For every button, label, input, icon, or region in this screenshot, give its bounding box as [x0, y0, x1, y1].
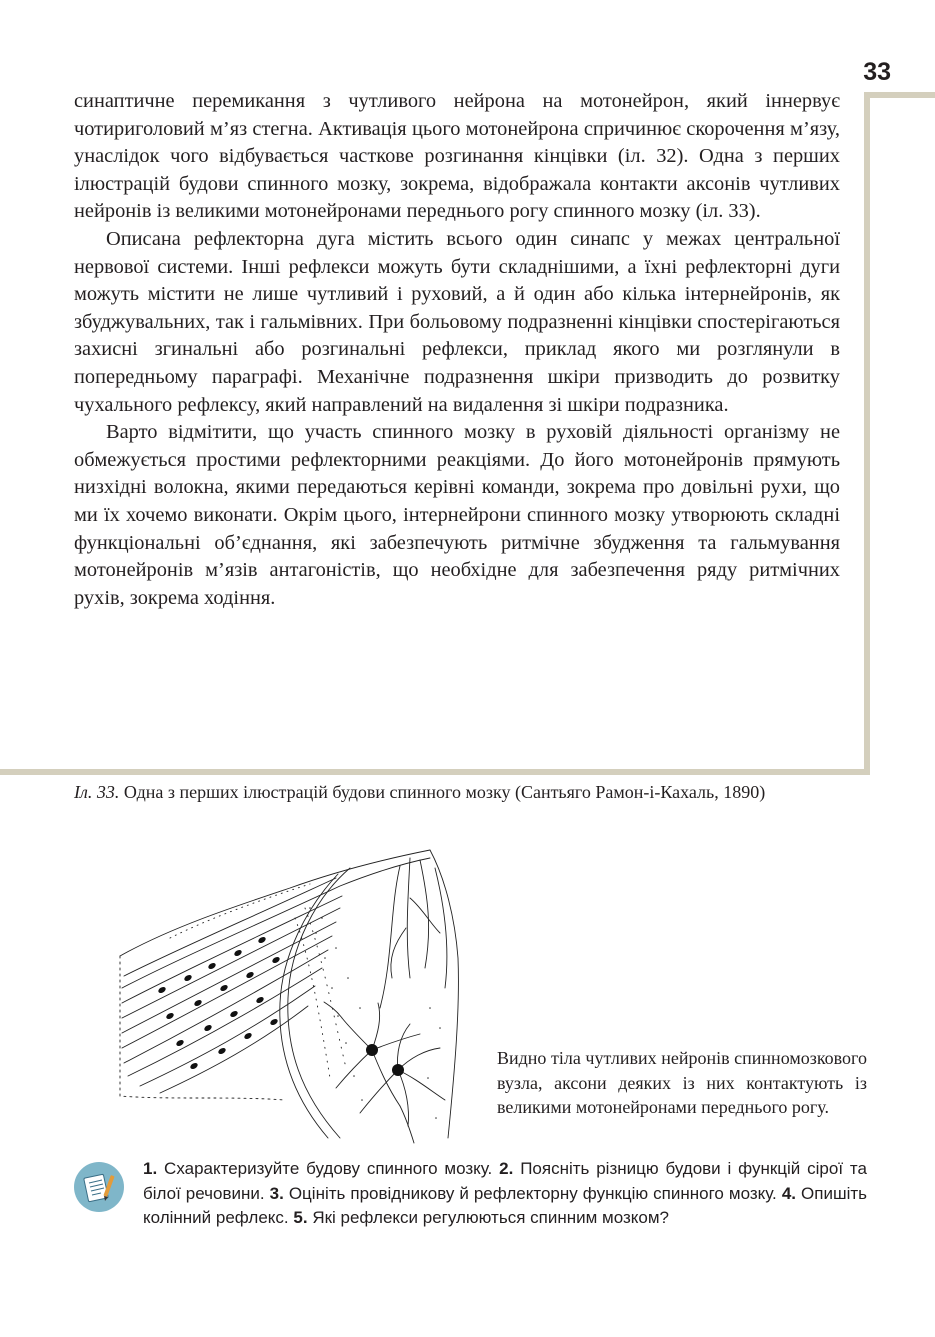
- frame-border-bottom: [0, 769, 870, 775]
- figure-caption: [74, 780, 866, 805]
- paragraph-2: Описана рефлекторна дуга містить всього один синапс у межах центральної нервової системи. Інші рефлекси можуть бути складнішими, а їхні рефлекторні дуги можуть містити не лише чутливий і руховий, а й один або кілька інтернейронів, як збуджувальних, так і гальмівних. При больовому подразненні кінцівки спостерігаються захисні згинальні або розгинальні рефлекси, приклад якого ми розглянули в попередньому параграфі. Механічне подразнення шкіри призводить до розвитку чухального рефлексу, який направлений на видалення зі шкіри подразника.: [74, 227, 840, 416]
- question-2-number: 2.: [499, 1159, 514, 1178]
- question-3-number: 3.: [269, 1183, 284, 1203]
- notebook-pen-icon: [73, 1161, 125, 1213]
- question-3-text: Оцініть провідникову й рефлекторну функцію спинного мозку.: [288, 1183, 777, 1203]
- figure-description: Видно тіла чутливих нейронів спинномозкового вузла, аксони деяких із них контактують із великими мотонейронами переднього рогу.: [497, 1048, 867, 1117]
- question-5-number: 5.: [293, 1208, 308, 1227]
- review-questions: [143, 1157, 867, 1231]
- figure-label: Іл. 33.: [74, 782, 120, 802]
- question-1-number: 1.: [143, 1159, 158, 1178]
- spinal-cord-illustration: [110, 838, 470, 1150]
- figure-caption-text: Одна з перших ілюстрацій будови спинного мозку (Сантьяго Рамон-і-Кахаль, 1890): [123, 782, 766, 802]
- question-4-number: 4.: [781, 1183, 796, 1203]
- paragraph-3: Варто відмітити, що участь спинного мозку в руховій діяльності організму не обмежується простими рефлекторними реакціями. До його мотонейронів прямують низхідні волокна, якими передаються керівні команди, зокрема про довільні рухи, що ми їх хочемо виконати. Окрім цього, інтернейрони спинного мозку утворюють складні функціональні об’єднання, які забезпечують ритмічне збудження та гальмування мотонейронів м’язів антагоністів, що необхідне для забезпечення ряду ритмічних рухів, зокрема ходіння.: [74, 421, 840, 609]
- page-number: 33: [863, 58, 891, 86]
- question-4-text: Опишіть колінний рефлекс.: [143, 1183, 867, 1227]
- frame-border-right: [864, 92, 870, 775]
- question-5-text: Які рефлекси регулюються спинним мозком?: [312, 1208, 669, 1227]
- frame-border-top: [864, 92, 935, 98]
- question-2-text: Поясніть різницю будови і функцій сірої та білої речовини.: [143, 1159, 867, 1203]
- question-1-text: Схарактеризуйте будову спинного мозку.: [164, 1159, 493, 1178]
- paragraph-1: синаптичне перемикання з чутливого нейрона на мотонейрон, який іннервує чотириголовий м’яз стегна. Активація цього мотонейрона спричинює скорочення м’язу, унаслідок чого відбувається часткове розгинання кінцівки (іл. 32). Одна з перших ілюстрацій будови спинного мозку, зокрема, відображала контакти аксонів чутливих нейронів із великими мотонейронами переднього рогу спинного мозку (іл. 33).: [74, 90, 840, 223]
- body-text: [74, 88, 840, 612]
